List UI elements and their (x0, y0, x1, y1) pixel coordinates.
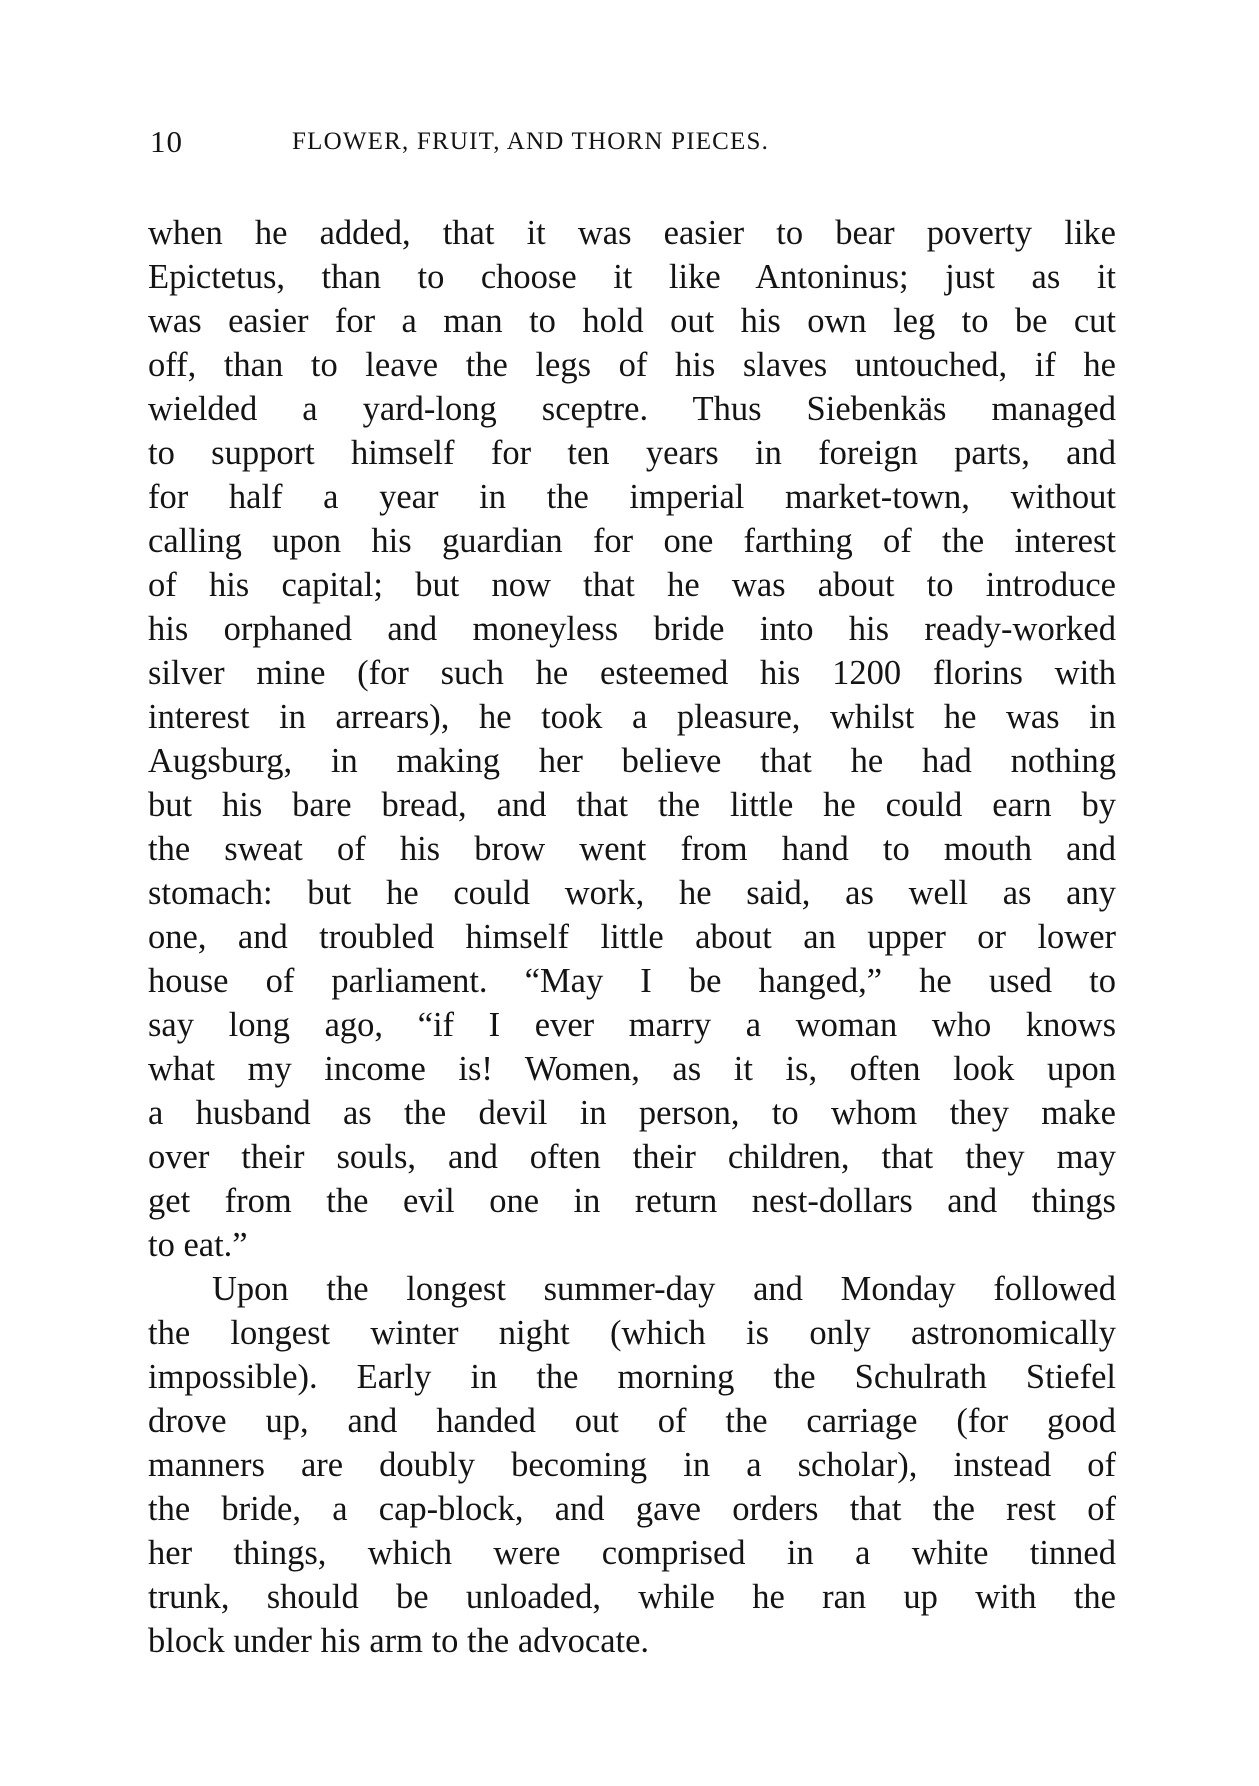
text-line: her things, which were comprised in a white tinned (148, 1534, 1116, 1572)
running-head (150, 122, 958, 162)
text-line: Epictetus, than to choose it like Antoninus; just as it (148, 258, 1116, 296)
text-line: for half a year in the imperial market-town, without (148, 478, 1116, 516)
page-number: 10 (150, 124, 183, 159)
text-line: wielded a yard-long sceptre. Thus Siebenkäs managed (148, 390, 1116, 428)
text-line: drove up, and handed out of the carriage (for good (148, 1402, 1116, 1440)
text-line: the sweat of his brow went from hand to mouth and (148, 830, 1116, 868)
text-line: interest in arrears), he took a pleasure, whilst he was in (148, 698, 1116, 736)
text-line: the bride, a cap-block, and gave orders that the rest of (148, 1490, 1116, 1528)
text-line: Augsburg, in making her believe that he had nothing (148, 742, 1116, 780)
text-line: but his bare bread, and that the little he could earn by (148, 786, 1116, 824)
running-title: FLOWER, FRUIT, AND THORN PIECES. (292, 128, 770, 155)
text-line: when he added, that it was easier to bear poverty like (148, 214, 1116, 252)
text-line: get from the evil one in return nest-dollars and things (148, 1182, 1116, 1220)
paragraph-end-line: block under his arm to the advocate. (148, 1622, 650, 1660)
text-line: the longest winter night (which is only astronomically (148, 1314, 1116, 1352)
text-line: off, than to leave the legs of his slaves untouched, if he (148, 346, 1116, 384)
text-line: a husband as the devil in person, to whom they make (148, 1094, 1116, 1132)
text-line: say long ago, “if I ever marry a woman who knows (148, 1006, 1116, 1044)
paragraph-end-line: to eat.” (148, 1226, 248, 1264)
text-line: was easier for a man to hold out his own leg to be cut (148, 302, 1116, 340)
body-text (148, 211, 1116, 1663)
text-line: to support himself for ten years in foreign parts, and (148, 434, 1116, 472)
text-line: house of parliament. “May I be hanged,” he used to (148, 962, 1116, 1000)
text-line: manners are doubly becoming in a scholar), instead of (148, 1446, 1116, 1484)
text-line: his orphaned and moneyless bride into his ready-worked (148, 610, 1116, 648)
text-line: calling upon his guardian for one farthing of the interest (148, 522, 1116, 560)
text-line: of his capital; but now that he was about to introduce (148, 566, 1116, 604)
text-line: what my income is! Women, as it is, often look upon (148, 1050, 1116, 1088)
text-line: impossible). Early in the morning the Schulrath Stiefel (148, 1358, 1116, 1396)
text-line: over their souls, and often their children, that they may (148, 1138, 1116, 1176)
text-line: trunk, should be unloaded, while he ran up with the (148, 1578, 1116, 1616)
paragraph-start-line: Upon the longest summer-day and Monday followed (212, 1270, 1116, 1308)
text-line: one, and troubled himself little about an upper or lower (148, 918, 1116, 956)
text-line: stomach: but he could work, he said, as well as any (148, 874, 1116, 912)
text-line: silver mine (for such he esteemed his 1200 florins with (148, 654, 1116, 692)
